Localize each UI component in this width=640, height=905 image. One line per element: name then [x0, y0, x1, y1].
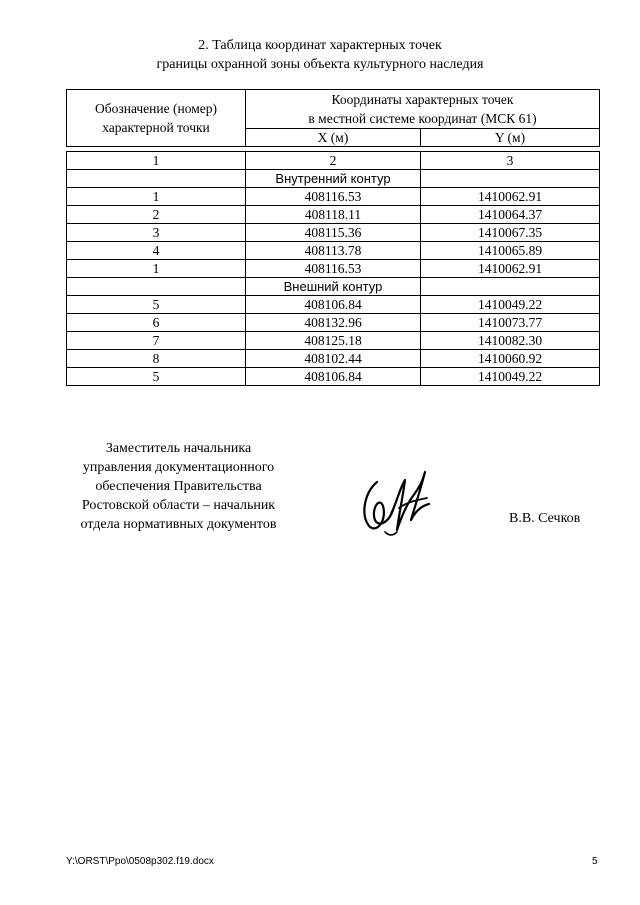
y-value: 1410082.30 — [421, 332, 600, 350]
point-number: 1 — [67, 188, 246, 206]
table-row — [67, 296, 600, 314]
coordinates-table — [66, 89, 600, 386]
x-value: 408118.11 — [246, 206, 421, 224]
title-line-1: 2. Таблица координат характерных точек — [198, 38, 442, 53]
table-row — [67, 350, 600, 368]
point-number: 6 — [67, 314, 246, 332]
signatory-line-4: Ростовской области – начальник — [81, 498, 276, 513]
table-row — [67, 242, 600, 260]
y-value: 1410062.91 — [421, 260, 600, 278]
x-value: 408116.53 — [246, 260, 421, 278]
section-label-outer: Внешний контур — [246, 278, 421, 296]
column-number-1: 1 — [67, 152, 246, 170]
signatory-position — [66, 439, 291, 534]
footer-file-path: Y:\ORST\Ppo\0508p302.f19.docx — [66, 856, 214, 867]
table-row — [67, 188, 600, 206]
header-y: Y (м) — [421, 129, 600, 147]
document-title — [0, 36, 640, 74]
signatory-line-2: управления документационного — [82, 460, 275, 475]
x-value: 408116.53 — [246, 188, 421, 206]
point-number: 1 — [67, 260, 246, 278]
header-x: X (м) — [246, 129, 421, 147]
table-row — [67, 224, 600, 242]
table-row — [67, 206, 600, 224]
table-row — [67, 368, 600, 386]
signatory-line-5: отдела нормативных документов — [80, 517, 277, 532]
column-number-row — [67, 152, 600, 170]
title-line-2: границы охранной зоны объекта культурного наследия — [156, 57, 484, 72]
section-row-inner — [67, 170, 600, 188]
column-number-2: 2 — [246, 152, 421, 170]
x-value: 408102.44 — [246, 350, 421, 368]
point-number: 5 — [67, 296, 246, 314]
x-value: 408113.78 — [246, 242, 421, 260]
x-value: 408106.84 — [246, 368, 421, 386]
footer-page-number: 5 — [592, 856, 598, 867]
table-row — [67, 314, 600, 332]
y-value: 1410049.22 — [421, 368, 600, 386]
y-value: 1410049.22 — [421, 296, 600, 314]
x-value: 408106.84 — [246, 296, 421, 314]
signatory-line-3: обеспечения Правительства — [95, 479, 262, 494]
point-number: 5 — [67, 368, 246, 386]
point-number: 4 — [67, 242, 246, 260]
signatory-line-1: Заместитель начальника — [105, 441, 252, 456]
header-coords-line-2: в местной системе координат (МСК 61) — [308, 111, 537, 126]
header-point-line-2: характерной точки — [102, 120, 210, 135]
handwritten-signature — [355, 462, 439, 542]
y-value: 1410067.35 — [421, 224, 600, 242]
point-number: 3 — [67, 224, 246, 242]
header-coords-line-1: Координаты характерных точек — [331, 92, 514, 107]
section-label-inner: Внутренний контур — [246, 170, 421, 188]
x-value: 408132.96 — [246, 314, 421, 332]
header-point-line-1: Обозначение (номер) — [95, 101, 217, 116]
y-value: 1410073.77 — [421, 314, 600, 332]
column-number-3: 3 — [421, 152, 600, 170]
y-value: 1410062.91 — [421, 188, 600, 206]
point-number: 7 — [67, 332, 246, 350]
point-number: 8 — [67, 350, 246, 368]
table-row — [67, 332, 600, 350]
y-value: 1410064.37 — [421, 206, 600, 224]
y-value: 1410060.92 — [421, 350, 600, 368]
x-value: 408125.18 — [246, 332, 421, 350]
header-row — [67, 90, 600, 129]
x-value: 408115.36 — [246, 224, 421, 242]
header-point-designation — [67, 90, 246, 147]
header-coordinates — [246, 90, 600, 129]
y-value: 1410065.89 — [421, 242, 600, 260]
signer-name: В.В. Сечков — [509, 511, 581, 526]
section-row-outer — [67, 278, 600, 296]
point-number: 2 — [67, 206, 246, 224]
table-row — [67, 260, 600, 278]
